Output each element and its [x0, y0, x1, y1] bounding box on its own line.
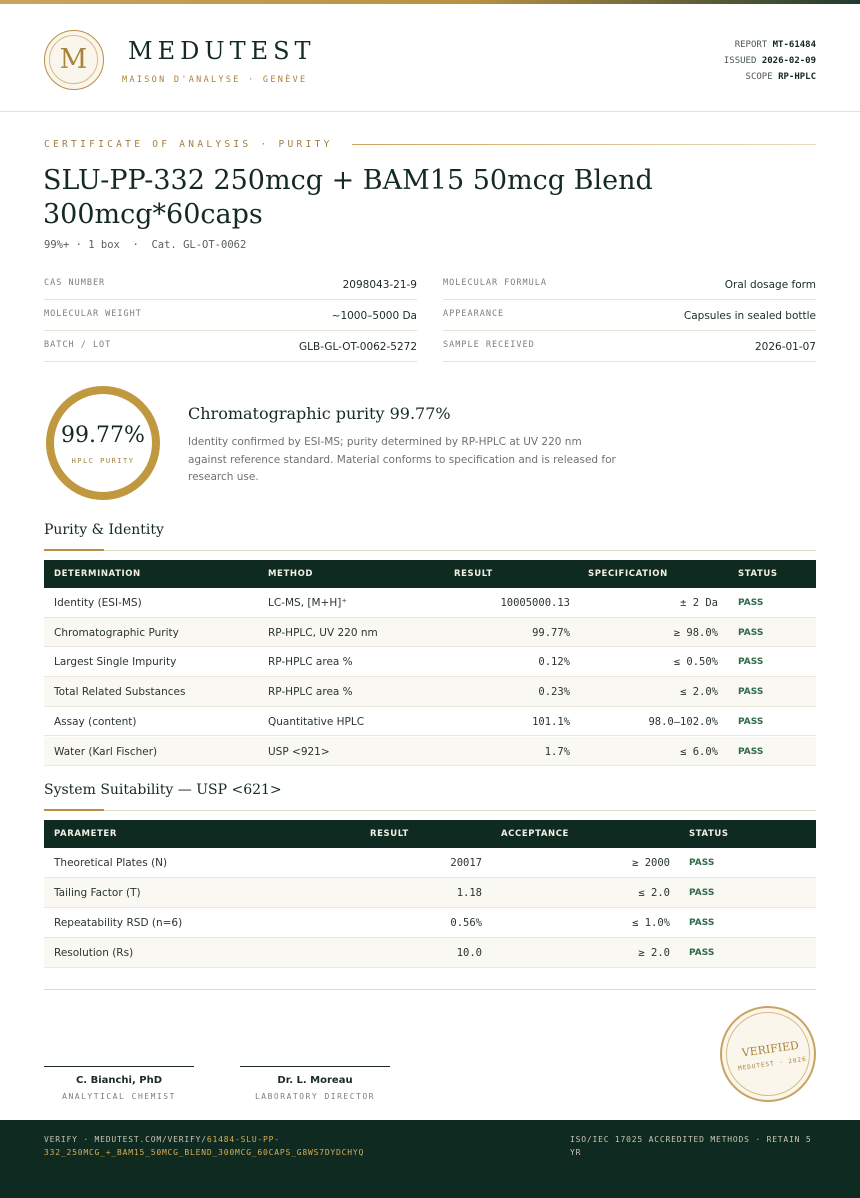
seal-inner-ring [721, 1007, 816, 1102]
purity-identity-row [44, 677, 816, 707]
verify-prefix: VERIFY · MEDUTEST.COM/VERIFY/ [44, 1135, 207, 1144]
purity-headline: Chromatographic purity 99.77% [188, 404, 451, 423]
property-value: ~1000–5000 Da [331, 310, 417, 322]
system-suitability-row [44, 848, 816, 878]
scope-value: RP-HPLC [778, 72, 816, 82]
purity-identity-column-header: SPECIFICATION [588, 569, 668, 579]
result-cell: 1.18 [456, 887, 482, 899]
parameter-cell: Resolution (Rs) [54, 947, 134, 959]
tables-end-divider [44, 989, 816, 990]
acceptance-cell: ≥ 2.0 [638, 947, 670, 959]
status-badge: PASS [689, 858, 715, 868]
property-label: CAS NUMBER [44, 278, 106, 288]
system-suitability-rule [44, 810, 816, 811]
property-label: BATCH / LOT [44, 340, 112, 350]
certificate-label-rule [352, 144, 816, 145]
specification-cell: ± 2 Da [680, 597, 718, 609]
system-suitability-header [44, 820, 816, 848]
specification-cell: ≥ 98.0% [673, 626, 718, 639]
brand-logo [44, 30, 104, 90]
property-label: SAMPLE RECEIVED [443, 340, 535, 350]
result-cell: 101.1% [532, 715, 570, 728]
property-row [44, 331, 417, 362]
accreditation-note: ISO/IEC 17025 ACCREDITED METHODS · RETAIN 5 YR [570, 1135, 812, 1157]
result-cell: 99.77% [532, 626, 570, 639]
parameter-cell: Repeatability RSD (n=6) [54, 917, 183, 929]
report-number: MT-61484 [772, 40, 816, 50]
report-number-line [724, 37, 816, 53]
acceptance-cell: ≥ 2000 [632, 857, 670, 869]
seal-sub-text: MEDUTEST · 2026 [737, 1055, 808, 1073]
issued-label: ISSUED [723, 56, 757, 66]
status-badge: PASS [738, 687, 764, 698]
result-cell: 0.12% [538, 656, 570, 669]
purity-identity-header [44, 560, 816, 588]
system-suitability-accent [44, 809, 104, 811]
method-cell: Quantitative HPLC [268, 715, 365, 728]
purity-ring-label: HPLC PURITY [71, 457, 135, 465]
determination-cell: Water (Karl Fischer) [54, 745, 158, 758]
property-value: 2098043-21-9 [342, 279, 417, 291]
status-badge: PASS [689, 918, 715, 928]
top-accent-bar [0, 0, 860, 4]
issued-line [724, 53, 816, 69]
purity-ring-value: 99.77% [61, 423, 145, 448]
property-row [44, 269, 417, 300]
purity-identity-row [44, 647, 816, 677]
method-cell: USP <921> [268, 745, 330, 758]
specification-cell: 98.0–102.0% [648, 715, 718, 728]
property-row [44, 300, 417, 331]
status-badge: PASS [738, 598, 764, 608]
system-suitability-title: System Suitability — USP <621> [44, 782, 282, 798]
brand-tagline: MAISON D'ANALYSE · GENÈVE [122, 75, 308, 85]
system-suitability-column-header: STATUS [689, 829, 729, 839]
determination-cell: Largest Single Impurity [54, 656, 177, 669]
verify-line [44, 1133, 464, 1159]
specification-cell: ≤ 6.0% [680, 745, 718, 758]
determination-cell: Total Related Substances [54, 686, 186, 699]
determination-cell: Assay (content) [54, 715, 137, 728]
property-label: APPEARANCE [443, 309, 505, 319]
method-cell: RP-HPLC, UV 220 nm [268, 626, 378, 639]
determination-cell: Identity (ESI-MS) [54, 597, 142, 609]
result-cell: 0.23% [538, 686, 570, 699]
status-badge: PASS [738, 746, 764, 757]
header-divider [0, 111, 860, 112]
purity-identity-row [44, 707, 816, 737]
signature-name-1: C. Bianchi, PhD [75, 1075, 163, 1086]
purity-identity-column-header: STATUS [738, 569, 778, 579]
acceptance-cell: ≤ 2.0 [638, 887, 670, 899]
result-cell: 1.7% [544, 745, 570, 758]
system-suitability-column-header: ACCEPTANCE [501, 829, 569, 839]
specification-cell: ≤ 0.50% [673, 656, 718, 669]
purity-identity-row [44, 618, 816, 648]
product-title: SLU-PP-332 250mcg + BAM15 50mcg Blend 300mcg*60caps [43, 165, 653, 230]
product-subtitle: 99%+ · 1 box · Cat. GL-OT-0062 [44, 239, 247, 251]
property-value: GLB-GL-OT-0062-5272 [299, 341, 417, 353]
result-cell: 0.56% [450, 917, 482, 929]
signature-role-1: ANALYTICAL CHEMIST [62, 1092, 176, 1101]
status-badge: PASS [689, 948, 715, 958]
purity-identity-column-header: DETERMINATION [54, 569, 141, 579]
purity-identity-accent [44, 549, 104, 551]
property-row [443, 269, 816, 300]
signature-name-2: Dr. L. Moreau [277, 1075, 353, 1086]
purity-ring [46, 386, 160, 500]
verified-seal [714, 1000, 822, 1108]
system-suitability-row [44, 878, 816, 908]
property-row [443, 331, 816, 362]
status-badge: PASS [738, 716, 764, 727]
status-badge: PASS [738, 627, 764, 638]
system-suitability-column-header: RESULT [370, 829, 409, 839]
property-value: Oral dosage form [724, 279, 816, 291]
result-cell: 20017 [450, 857, 482, 869]
purity-identity-column-header: METHOD [268, 569, 314, 579]
acceptance-cell: ≤ 1.0% [632, 917, 670, 929]
property-label: MOLECULAR WEIGHT [44, 309, 142, 319]
parameter-cell: Tailing Factor (T) [54, 887, 141, 899]
system-suitability-column-header: PARAMETER [54, 829, 117, 839]
method-cell: RP-HPLC area % [268, 656, 353, 669]
property-label: MOLECULAR FORMULA [443, 278, 547, 288]
specification-cell: ≤ 2.0% [680, 686, 718, 699]
property-row [443, 300, 816, 331]
purity-identity-row [44, 737, 816, 767]
logo-letter: M [49, 35, 98, 84]
footer [0, 1120, 860, 1198]
system-suitability-row [44, 938, 816, 968]
issued-date: 2026-02-09 [761, 56, 816, 66]
purity-identity-row [44, 588, 816, 618]
status-badge: PASS [738, 657, 764, 668]
property-value: 2026-01-07 [754, 341, 816, 353]
brand-name: MEDUTEST [128, 37, 316, 65]
purity-identity-rule [44, 550, 816, 551]
determination-cell: Chromatographic Purity [54, 626, 179, 639]
property-value: Capsules in sealed bottle [683, 310, 816, 322]
method-cell: LC-MS, [M+H]⁺ [268, 597, 347, 609]
verify-link[interactable]: 61484-SLU-PP-332_250MCG_+_BAM15_50MCG_BLEND_300MCG_60CAPS_G8WS7DYDCHYQ [44, 1135, 365, 1157]
report-label: REPORT [734, 40, 768, 50]
scope-line [724, 69, 816, 85]
seal-main-text: VERIFIED [741, 1038, 800, 1060]
scope-label: SCOPE [745, 72, 773, 82]
report-meta [724, 37, 816, 85]
certificate-label: CERTIFICATE OF ANALYSIS · PURITY [44, 139, 333, 150]
result-cell: 10.0 [456, 947, 482, 959]
signature-role-2: LABORATORY DIRECTOR [254, 1092, 375, 1101]
signature-line-2 [240, 1066, 390, 1067]
method-cell: RP-HPLC area % [268, 686, 353, 699]
purity-identity-title: Purity & Identity [44, 522, 164, 538]
signature-line-1 [44, 1066, 194, 1067]
parameter-cell: Theoretical Plates (N) [54, 857, 168, 869]
system-suitability-row [44, 908, 816, 938]
result-cell: 10005000.13 [500, 597, 570, 609]
purity-identity-column-header: RESULT [454, 569, 493, 579]
status-badge: PASS [689, 888, 715, 898]
purity-description: Identity confirmed by ESI-MS; purity determined by RP-HPLC at UV 220 nm against reference standard. Material conforms to specification and is released for research use. [188, 436, 616, 483]
